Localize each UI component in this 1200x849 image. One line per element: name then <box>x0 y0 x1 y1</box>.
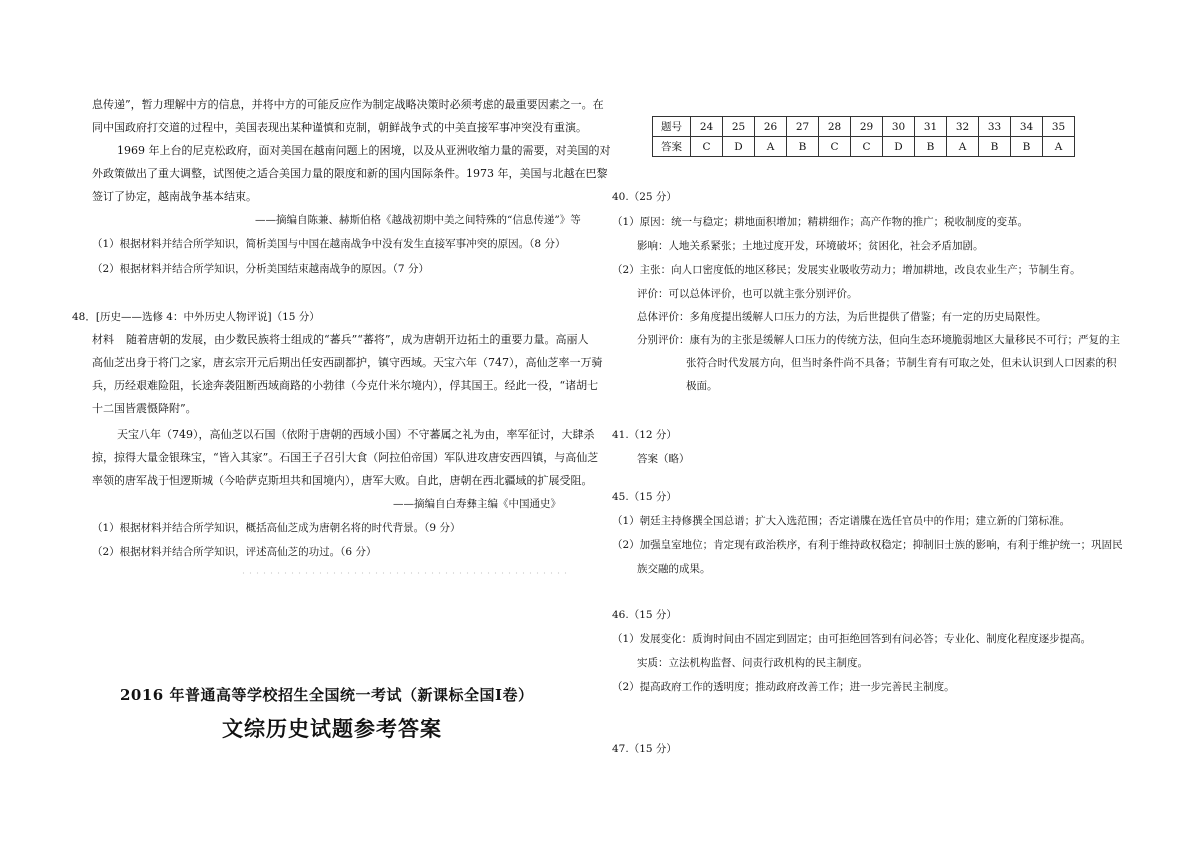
answer-line: 影响：人地关系紧张；土地过度开发，环境破坏；贫困化，社会矛盾加剧。 <box>637 240 984 252</box>
source-citation: ——摘编自白寿彝主编《中国通史》 <box>393 498 561 510</box>
answer-line: （1）朝廷主持修撰全国总谱；扩大入选范围；否定谱牒在选任官员中的作用；建立新的门第标准。 <box>612 515 1071 527</box>
table-cell: A <box>1043 137 1075 157</box>
source-citation: ——摘编自陈兼、赫斯伯格《越战初期中美之间特殊的“信息传递”》等 <box>255 214 581 226</box>
answer-line: 分别评价：康有为的主张是缓解人口压力的传统方法，但向生态环境脆弱地区大量移民不可行；严复的主 <box>637 334 1120 346</box>
passage-line: 签订了协定，越南战争基本结束。 <box>92 190 257 203</box>
exam-title: 2016 年普通高等学校招生全国统一考试（新课标全国Ⅰ卷） <box>120 686 534 704</box>
table-cell: 25 <box>723 117 755 137</box>
answer-41-header: 41.（12 分） <box>612 429 677 441</box>
answer-line: 评价：可以总体评价，也可以就主张分别评价。 <box>637 288 858 300</box>
table-cell: B <box>1011 137 1043 157</box>
document-title: 文综历史试题参考答案 <box>222 717 442 741</box>
table-cell: 24 <box>691 117 723 137</box>
answer-46-header: 46.（15 分） <box>612 609 677 621</box>
answer-table <box>652 116 1075 157</box>
table-cell: C <box>819 137 851 157</box>
table-cell: A <box>947 137 979 157</box>
material-line: 高仙芝出身于将门之家，唐玄宗开元后期出任安西副都护，镇守西域。天宝六年（747），高仙芝率一万骑 <box>92 356 603 369</box>
table-cell: 31 <box>915 117 947 137</box>
table-row-numbers <box>653 117 1075 137</box>
answer-line: 总体评价：多角度提出缓解人口压力的方法，为后世提供了借鉴；有一定的历史局限性。 <box>637 311 1047 323</box>
answer-line: 族交融的成果。 <box>637 563 711 575</box>
material-line: 随着唐朝的发展，由少数民族将士组成的“蕃兵”“蕃将”，成为唐朝开边拓土的重要力量。高丽人 <box>126 333 589 346</box>
answer-line: （2）加强皇室地位；肯定现有政治秩序，有利于维持政权稳定；抑制旧士族的影响，有利于维护统一；巩固民 <box>612 539 1123 551</box>
answer-45-header: 45.（15 分） <box>612 491 677 503</box>
table-cell: 答案 <box>653 137 691 157</box>
table-cell: 28 <box>819 117 851 137</box>
material-line: 兵，历经艰难险阻，长途奔袭阻断西域商路的小勃律（今克什米尔境内），俘其国王。经此一役，“诸胡七 <box>92 379 599 392</box>
material-line: 掠，掠得大量金银珠宝，“皆入其家”。石国王子召引大食（阿拉伯帝国）军队进攻唐安西四镇，与高仙芝 <box>92 451 599 464</box>
material-line: 率领的唐军战于怛逻斯城（今哈萨克斯坦共和国境内），唐军大败。自此，唐朝在西北疆域的扩展受阻。 <box>92 474 593 487</box>
scan-noise <box>240 570 570 576</box>
table-cell: 33 <box>979 117 1011 137</box>
question-line: （2）根据材料并结合所学知识，评述高仙芝的功过。（6 分） <box>92 546 377 558</box>
answer-40-header: 40.（25 分） <box>612 191 677 203</box>
table-cell: 题号 <box>653 117 691 137</box>
material-label: 材料 <box>92 333 114 346</box>
table-cell: 34 <box>1011 117 1043 137</box>
answer-47-header: 47.（15 分） <box>612 743 677 755</box>
answer-line: 答案（略） <box>637 453 690 465</box>
table-cell: 29 <box>851 117 883 137</box>
table-cell: B <box>979 137 1011 157</box>
table-cell: 32 <box>947 117 979 137</box>
table-cell: B <box>787 137 819 157</box>
answer-line: （2）提高政府工作的透明度；推动政府改善工作；进一步完善民主制度。 <box>612 681 955 693</box>
passage-line: 同中国政府打交道的过程中，美国表现出某种谨慎和克制，朝鲜战争式的中美直接军事冲突没有重演。 <box>92 121 587 134</box>
question-line: （1）根据材料并结合所学知识，概括高仙芝成为唐朝名将的时代背景。（9 分） <box>92 522 461 534</box>
table-cell: 35 <box>1043 117 1075 137</box>
answer-line: 实质：立法机构监督、问责行政机构的民主制度。 <box>637 657 868 669</box>
table-cell: B <box>915 137 947 157</box>
material-line: 十二国皆震慑降附”。 <box>92 402 197 415</box>
table-cell: C <box>851 137 883 157</box>
table-cell: 30 <box>883 117 915 137</box>
answer-line: （1）原因：统一与稳定；耕地面积增加；精耕细作；高产作物的推广；税收制度的变革。 <box>612 216 1029 228</box>
table-row-answers <box>653 137 1075 157</box>
material-line: 天宝八年（749），高仙芝以石国（依附于唐朝的西域小国）不守蕃属之礼为由，率军征讨，大肆杀 <box>117 428 595 441</box>
table-cell: A <box>755 137 787 157</box>
question-line: （1）根据材料并结合所学知识，简析美国与中国在越南战争中没有发生直接军事冲突的原因。（8 分） <box>92 238 566 250</box>
table-cell: 26 <box>755 117 787 137</box>
answer-line: （2）主张：向人口密度低的地区移民；发展实业吸收劳动力；增加耕地，改良农业生产；节制生育。 <box>612 264 1081 276</box>
question-line: （2）根据材料并结合所学知识，分析美国结束越南战争的原因。（7 分） <box>92 263 429 275</box>
table-cell: C <box>691 137 723 157</box>
answer-line: 张符合时代发展方向，但当时条件尚不具备；节制生育有可取之处，但未认识到人口因素的积 <box>686 357 1117 369</box>
passage-line: 息传递”，暂力理解中方的信息，并将中方的可能反应作为制定战略决策时必须考虑的最重要因素之一。在 <box>92 98 604 111</box>
table-cell: D <box>883 137 915 157</box>
answer-line: （1）发展变化：质询时间由不固定到固定；由可拒绝回答到有问必答；专业化、制度化程度逐步提高。 <box>612 633 1092 645</box>
passage-line: 外政策做出了重大调整，试图使之适合美国力量的限度和新的国内国际条件。1973 年，美国与北越在巴黎 <box>92 167 608 180</box>
answer-line: 极面。 <box>686 380 718 392</box>
table-cell: D <box>723 137 755 157</box>
question-48-header: 48．[历史——选修 4：中外历史人物评说]（15 分） <box>72 311 320 323</box>
passage-line: 1969 年上台的尼克松政府，面对美国在越南问题上的困境，以及从亚洲收缩力量的需要，对美国的对 <box>117 144 611 157</box>
table-cell: 27 <box>787 117 819 137</box>
